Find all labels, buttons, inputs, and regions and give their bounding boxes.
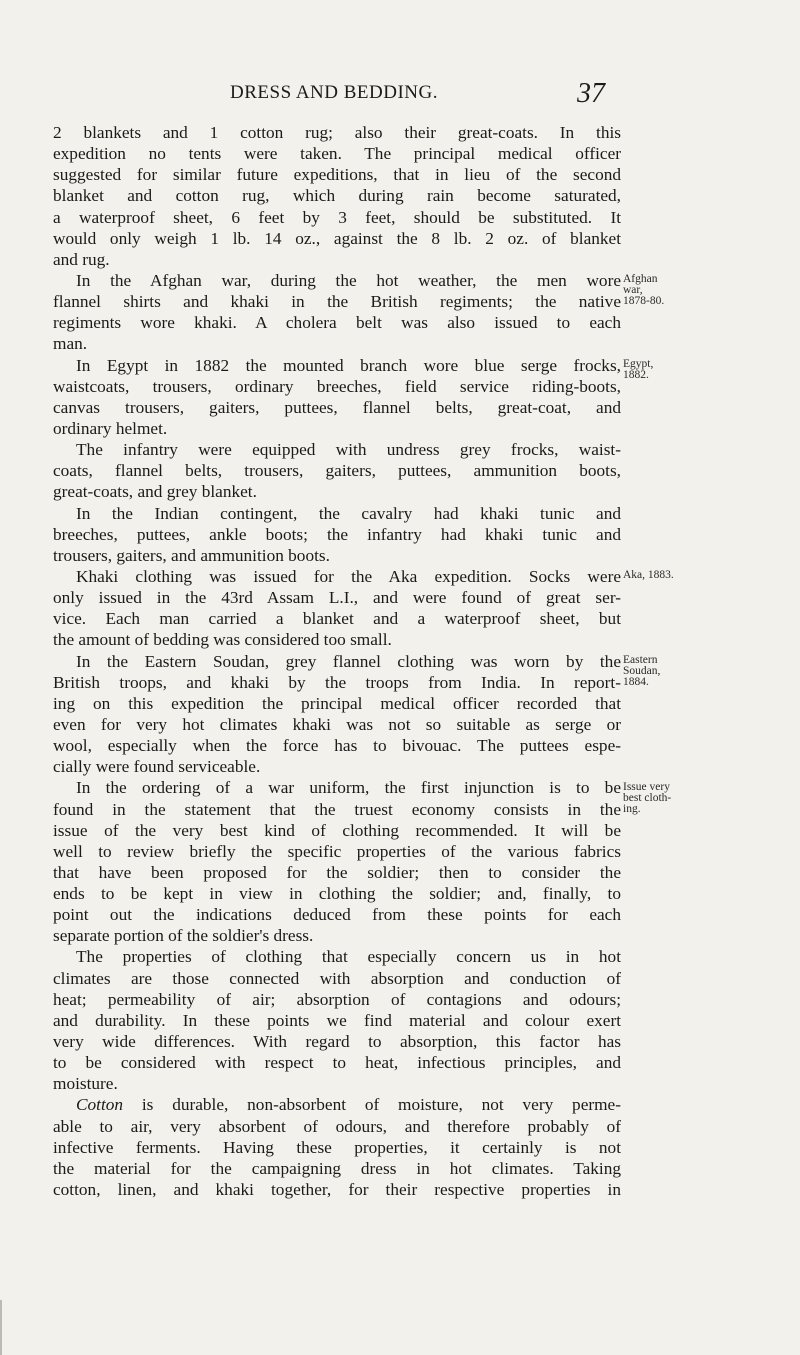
margin-note — [623, 359, 798, 381]
text-line: to be considered with respect to heat, infectious principles, and — [53, 1053, 621, 1073]
text-line: a waterproof sheet, 6 feet by 3 feet, should be substituted. It — [53, 207, 621, 227]
text-line: the material for the campaigning dress in hot climates. Taking — [53, 1158, 621, 1178]
italic-lead-word: Cotton — [76, 1095, 124, 1115]
text-line: In the Eastern Soudan, grey flannel clothing was worn by the — [76, 651, 621, 671]
text-line: Khaki clothing was issued for the Aka expedition. Socks were — [76, 566, 621, 586]
text-line: canvas trousers, gaiters, puttees, flannel belts, great-coat, and — [53, 397, 621, 417]
text-line: Cotton is durable, non-absorbent of moisture, not very perme- — [76, 1095, 621, 1115]
margin-note-line: Soudan, — [623, 664, 661, 677]
text-line: cotton, linen, and khaki together, for their respective properties in — [53, 1180, 621, 1200]
text-line: infective ferments. Having these properties, it certainly is not — [53, 1137, 621, 1157]
text-line: heat; permeability of air; absorption of contagions and odours; — [53, 989, 621, 1009]
text-line: even for very hot climates khaki was not so suitable as serge or — [53, 714, 621, 734]
text-line: moisture. — [53, 1074, 118, 1094]
margin-note-line: 1884. — [623, 675, 649, 688]
text-line: The infantry were equipped with undress grey frocks, waist- — [76, 440, 621, 460]
margin-note-line: war, — [623, 284, 643, 297]
text-line: British troops, and khaki by the troops from India. In report- — [53, 672, 621, 692]
text-line: cially were found serviceable. — [53, 757, 261, 777]
text-line: would only weigh 1 lb. 14 oz., against the 8 lb. 2 oz. of blanket — [53, 228, 621, 248]
body-text — [53, 122, 621, 1200]
text-line: In the ordering of a war uniform, the first injunction is to be — [76, 778, 621, 798]
text-line: climates are those connected with absorption and conduction of — [53, 968, 621, 988]
margin-note-line: best cloth- — [623, 791, 672, 804]
page-edge — [0, 1300, 2, 1355]
text-line: trousers, gaiters, and ammunition boots. — [53, 545, 330, 565]
page-number: 37 — [577, 78, 605, 109]
text-line: In the Afghan war, during the hot weather, the men wore — [76, 270, 621, 290]
text-line: and rug. — [53, 249, 110, 269]
text-line: issue of the very best kind of clothing recommended. It will be — [53, 820, 621, 840]
text-line: vice. Each man carried a blanket and a waterproof sheet, but — [53, 609, 621, 629]
margin-note-line: Issue very — [623, 780, 670, 793]
text-line: separate portion of the soldier's dress. — [53, 926, 314, 946]
margin-note-line: ing. — [623, 802, 641, 815]
margin-note — [623, 274, 798, 307]
text-line: great-coats, and grey blanket. — [53, 482, 257, 502]
text-line: ing on this expedition the principal medical officer recorded that — [53, 693, 621, 713]
margin-note — [623, 570, 798, 581]
text-line: that have been proposed for the soldier; then to consider the — [53, 862, 621, 882]
text-line: In the Indian contingent, the cavalry had khaki tunic and — [76, 503, 621, 523]
text-line: point out the indications deduced from these points for each — [53, 905, 621, 925]
text-line: The properties of clothing that especially concern us in hot — [76, 947, 621, 967]
text-line: breeches, puttees, ankle boots; the infantry had khaki tunic and — [53, 524, 621, 544]
text-line: flannel shirts and khaki in the British regiments; the native — [53, 292, 621, 312]
text-line: very wide differences. With regard to absorption, this factor has — [53, 1032, 621, 1052]
margin-note-line: Afghan — [623, 273, 658, 286]
margin-note-line: Egypt, — [623, 357, 654, 370]
text-line: found in the statement that the truest economy consists in the — [53, 799, 621, 819]
text-line: 2 blankets and 1 cotton rug; also their great-coats. In this — [53, 123, 621, 142]
text-line: regiments wore khaki. A cholera belt was also issued to each — [53, 313, 621, 333]
margin-note-line: Aka, 1883. — [623, 569, 674, 582]
text-line: able to air, very absorbent of odours, and therefore probably of — [53, 1116, 621, 1136]
text-line: blanket and cotton rug, which during rain become saturated, — [53, 186, 621, 206]
margin-note-line: 1882. — [623, 368, 649, 381]
margin-note-line: 1878-80. — [623, 295, 665, 308]
text-line: In Egypt in 1882 the mounted branch wore blue serge frocks, — [76, 355, 621, 375]
text-line: only issued in the 43rd Assam L.I., and were found of great ser- — [53, 588, 621, 608]
header-title: DRESS AND BEDDING. — [230, 82, 438, 103]
margin-note-line: Eastern — [623, 653, 658, 666]
text-line: man. — [53, 334, 88, 354]
margin-note — [623, 655, 798, 688]
text-line: ends to be kept in view in clothing the soldier; and, finally, to — [53, 884, 621, 904]
margin-note — [623, 782, 798, 815]
text-line: the amount of bedding was considered too small. — [53, 630, 392, 650]
text-line: and durability. In these points we find material and colour exert — [53, 1010, 621, 1030]
text-line: wool, especially when the force has to bivouac. The puttees espe- — [53, 736, 621, 756]
text-line: expedition no tents were taken. The principal medical officer — [53, 144, 621, 164]
text-line: coats, flannel belts, trousers, gaiters, puttees, ammunition boots, — [53, 461, 621, 481]
text-line: well to review briefly the specific properties of the various fabrics — [53, 841, 621, 861]
text-line: waistcoats, trousers, ordinary breeches, field service riding-boots, — [53, 376, 621, 396]
text-line: ordinary helmet. — [53, 418, 168, 438]
text-line: suggested for similar future expeditions, that in lieu of the second — [53, 165, 621, 185]
running-header — [0, 78, 800, 112]
